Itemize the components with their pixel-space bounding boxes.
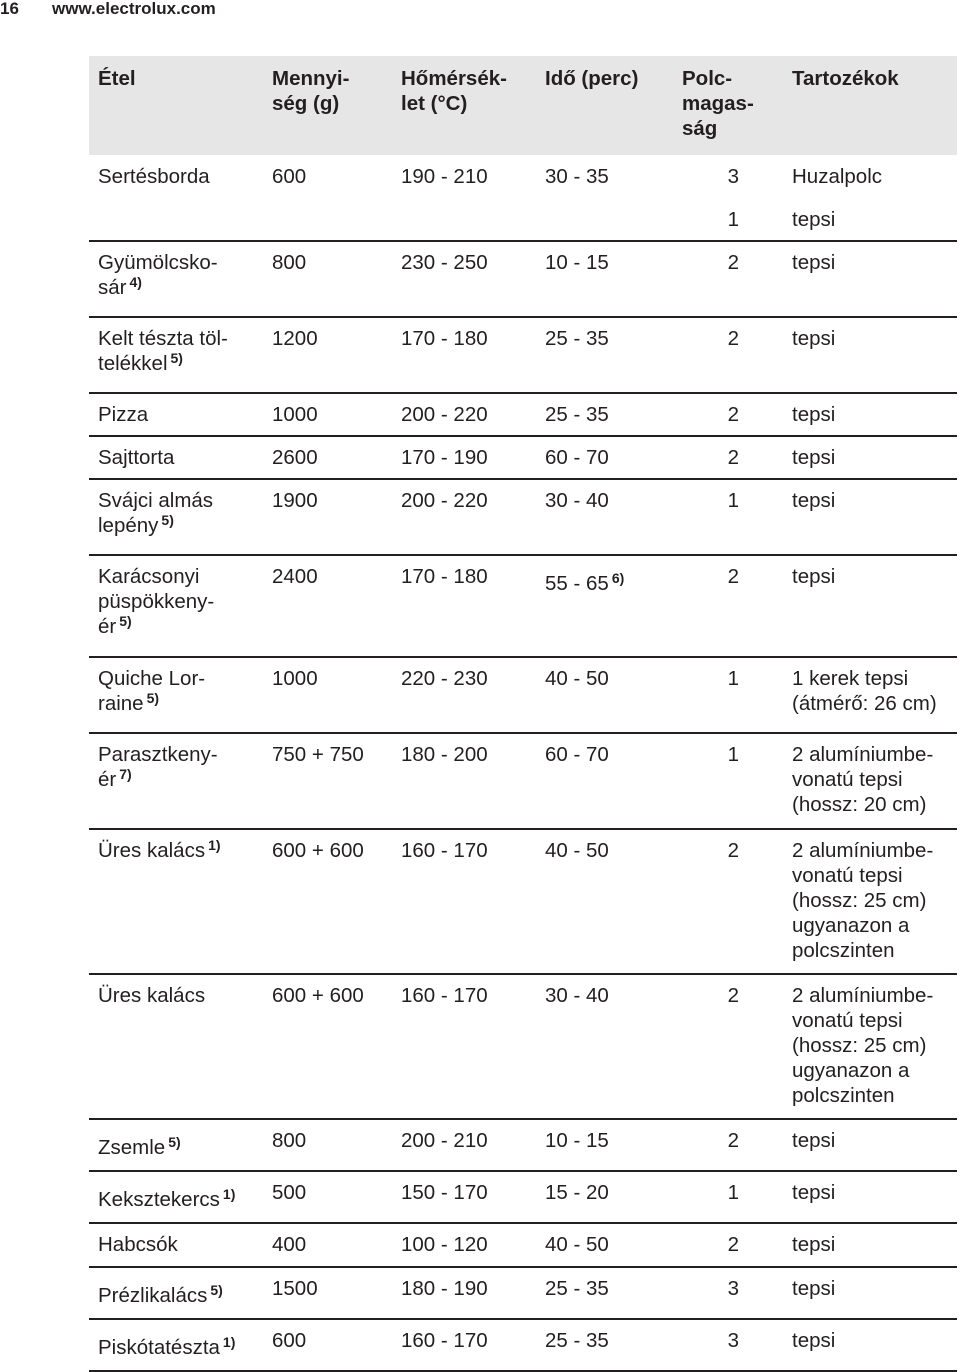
cell-food: Prézlikalács $^{5)}$	[89, 1267, 263, 1319]
footnote-ref: 4)	[129, 274, 142, 290]
table-row	[89, 1171, 957, 1223]
table-header-row	[89, 56, 957, 155]
cell-time: 25 - 35	[536, 317, 673, 393]
footnote-ref: 5)	[119, 613, 132, 629]
cell-qty: 600	[263, 1319, 392, 1371]
cell-shelf: 2	[673, 829, 783, 974]
cell-time: 60 - 70	[536, 733, 673, 829]
cell-shelf: 2	[673, 974, 783, 1119]
cell-qty: 500	[263, 1171, 392, 1223]
table-row	[89, 1223, 957, 1267]
cell-shelf: 3	[727, 165, 739, 188]
cell-accessory: 2 alumíniumbe- vonatú tepsi (hossz: 25 cm) ugyanazon a polcszinten	[783, 974, 957, 1119]
cell-temp: 190 - 210	[401, 165, 488, 188]
cell-shelf: 2	[673, 1119, 783, 1171]
cell-temp	[392, 199, 536, 241]
table-row	[89, 974, 957, 1119]
cell-time: 40 - 50	[536, 829, 673, 974]
cell-shelf: 3	[673, 1319, 783, 1371]
cell-temp: 170 - 180	[392, 317, 536, 393]
cell-accessory: Huzalpolc	[792, 165, 883, 188]
website-link[interactable]: www.electrolux.com	[52, 0, 216, 18]
header-time: Idő (perc)	[536, 56, 673, 155]
cell-accessory: tepsi	[783, 1319, 957, 1371]
cell-food: Svájci almás lepény $^{5)}$	[89, 479, 263, 555]
cell-accessory: tepsi	[783, 479, 957, 555]
table-row	[89, 1319, 957, 1371]
cell-qty: 1500	[263, 1267, 392, 1319]
cell-accessory: tepsi	[783, 436, 957, 479]
table-row	[89, 657, 957, 733]
cell-food: Gyümölcsko- sár $^{4)}$	[89, 241, 263, 317]
cell-accessory: tepsi	[783, 317, 957, 393]
cell-qty: 2600	[263, 436, 392, 479]
footnote-ref: 1)	[222, 1186, 236, 1202]
footnote-ref: 6)	[611, 570, 625, 586]
cell-time: 30 - 40	[536, 974, 673, 1119]
cell-shelf: 1	[673, 657, 783, 733]
footnote-ref: 5)	[210, 1282, 223, 1298]
cell-food: Karácsonyi püspökkeny- ér $^{5)}$	[89, 555, 263, 657]
cell-shelf: 1	[673, 733, 783, 829]
cell-food: Quiche Lor- raine $^{5)}$	[89, 657, 263, 733]
cell-qty: 750 + 750	[263, 733, 392, 829]
cell-accessory: tepsi	[783, 199, 957, 241]
cell-time: 25 - 35	[536, 393, 673, 436]
cell-qty	[263, 199, 392, 241]
cell-shelf: 1	[673, 479, 783, 555]
cell-temp: 230 - 250	[392, 241, 536, 317]
cell-time: 15 - 20	[536, 1171, 673, 1223]
cell-accessory: tepsi	[783, 1267, 957, 1319]
cell-food: Pizza	[89, 393, 263, 436]
cell-accessory: 1 kerek tepsi (átmérő: 26 cm)	[783, 657, 957, 733]
table-row	[89, 436, 957, 479]
cell-qty: 400	[263, 1223, 392, 1267]
cell-accessory: tepsi	[783, 1223, 957, 1267]
header-accessories: Tartozékok	[783, 56, 957, 155]
table-row	[89, 555, 957, 657]
footnote-ref: 7)	[119, 766, 132, 782]
cell-temp: 200 - 220	[392, 479, 536, 555]
cell-food: Parasztkeny- ér $^{7)}$	[89, 733, 263, 829]
cell-time: 10 - 15	[536, 1119, 673, 1171]
cell-qty: 800	[263, 1119, 392, 1171]
cell-shelf: 2	[673, 555, 783, 657]
cell-temp: 200 - 210	[392, 1119, 536, 1171]
table-row	[89, 393, 957, 436]
cell-shelf: 1	[673, 199, 783, 241]
cell-shelf: 1	[673, 1171, 783, 1223]
cell-temp: 170 - 190	[392, 436, 536, 479]
footnote-ref: 5)	[146, 690, 160, 706]
cell-temp: 180 - 190	[392, 1267, 536, 1319]
cell-accessory: tepsi	[783, 1119, 957, 1171]
table-row	[89, 1119, 957, 1171]
table-row	[89, 199, 957, 241]
cell-qty: 1200	[263, 317, 392, 393]
cell-qty: 2400	[263, 555, 392, 657]
cell-temp: 160 - 170	[392, 974, 536, 1119]
cell-temp: 160 - 170	[392, 829, 536, 974]
cell-accessory: tepsi	[783, 1171, 957, 1223]
cell-qty: 1000	[263, 657, 392, 733]
cell-time: 60 - 70	[536, 436, 673, 479]
cell-qty: 600 + 600	[263, 974, 392, 1119]
header-quantity: Mennyi- ség (g)	[263, 56, 392, 155]
table-row	[89, 829, 957, 974]
footnote-ref: 5)	[161, 512, 174, 528]
cell-time	[536, 199, 673, 241]
cell-accessory: tepsi	[783, 241, 957, 317]
cell-qty: 1900	[263, 479, 392, 555]
cell-temp: 180 - 200	[392, 733, 536, 829]
footnote-ref: 5)	[170, 350, 183, 366]
cell-food: Üres kalács	[89, 974, 263, 1119]
cell-food: Sajttorta	[89, 436, 263, 479]
table-row	[89, 1267, 957, 1319]
cell-shelf: 2	[673, 393, 783, 436]
cell-temp: 160 - 170	[392, 1319, 536, 1371]
footnote-ref: 1)	[222, 1334, 236, 1350]
baking-table	[89, 56, 957, 1372]
cell-qty: 1000	[263, 393, 392, 436]
cell-shelf: 3	[673, 1267, 783, 1319]
cell-qty: 600 + 600	[263, 829, 392, 974]
cell-shelf: 2	[673, 241, 783, 317]
cell-food: Keksztekercs $^{1)}$	[89, 1171, 263, 1223]
cell-shelf: 2	[673, 317, 783, 393]
cell-food: Piskótatészta $^{1)}$	[89, 1319, 263, 1371]
cell-temp: 220 - 230	[392, 657, 536, 733]
cell-food: Habcsók	[89, 1223, 263, 1267]
cell-time: 40 - 50	[536, 657, 673, 733]
header-shelf: Polc- magas- ság	[673, 56, 783, 155]
table-row	[89, 317, 957, 393]
cell-temp: 170 - 180	[392, 555, 536, 657]
cell-food: Üres kalács $^{1)}$	[89, 829, 263, 974]
table-row	[89, 733, 957, 829]
cell-food: Zsemle $^{5)}$	[89, 1119, 263, 1171]
cell-qty: 800	[263, 241, 392, 317]
cell-shelf: 2	[673, 436, 783, 479]
cell-temp: 150 - 170	[392, 1171, 536, 1223]
cell-food	[89, 199, 263, 241]
cell-time: 30 - 40	[536, 479, 673, 555]
cell-temp: 100 - 120	[392, 1223, 536, 1267]
cell-shelf: 2	[673, 1223, 783, 1267]
cell-time: 55 - 65 $^{6)}$	[536, 555, 673, 657]
cell-time: 40 - 50	[536, 1223, 673, 1267]
footnote-ref: 5)	[168, 1134, 181, 1150]
cell-time: 25 - 35	[536, 1267, 673, 1319]
table-row	[89, 241, 957, 317]
cell-accessory: tepsi	[783, 555, 957, 657]
header-temperature: Hőmérsék- let (°C)	[392, 56, 536, 155]
cell-food: Kelt tészta töl- telékkel $^{5)}$	[89, 317, 263, 393]
cell-accessory: 2 alumíniumbe- vonatú tepsi (hossz: 20 cm)	[783, 733, 957, 829]
cell-food: Sertésborda	[98, 165, 210, 188]
cell-time: 30 - 35	[545, 165, 609, 188]
table-row	[89, 479, 957, 555]
cell-accessory: tepsi	[783, 393, 957, 436]
header-food: Étel	[89, 56, 263, 155]
page-number: 16	[0, 0, 19, 18]
footnote-ref: 1)	[208, 837, 221, 853]
table-row	[89, 155, 957, 199]
cell-time: 25 - 35	[536, 1319, 673, 1371]
cell-qty: 600	[272, 165, 307, 188]
cell-time: 10 - 15	[536, 241, 673, 317]
cell-accessory: 2 alumíniumbe- vonatú tepsi (hossz: 25 cm) ugyanazon a polcszinten	[783, 829, 957, 974]
cell-temp: 200 - 220	[392, 393, 536, 436]
